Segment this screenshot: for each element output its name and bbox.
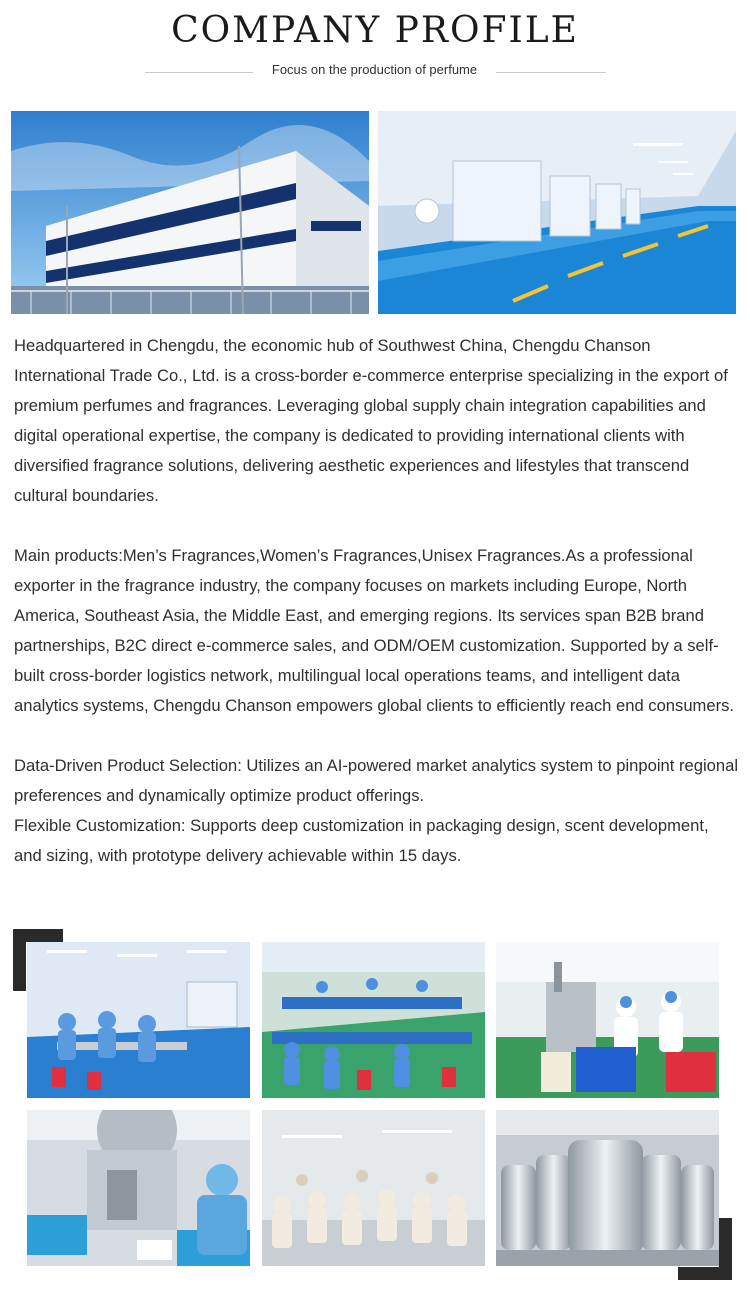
intro-paragraph-3: Data-Driven Product Selection: Utilizes an AI-powered market analytics system to pinpoint regional preferences and dynamically optimize product offerings. xyxy=(14,756,739,805)
corner-accent-bottom-right-v xyxy=(719,1218,732,1280)
steel-tanks-photo xyxy=(496,1110,719,1266)
intro-text xyxy=(14,331,739,871)
capping-machine-photo xyxy=(27,1110,250,1266)
page-subtitle: Focus on the production of perfume xyxy=(271,62,478,77)
intro-paragraph-2: Main products:Men’s Fragrances,Women’s Fragrances,Unisex Fragrances.As a professional exporter in the fragrance industry, the company focuses on markets including Europe, North America, Southeast Asia, the Middle East, and emerging regions. Its services span B2B brand partnerships, B2C direct e-commerce sales, and ODM/OEM customization. Supported by a self-built cross-border logistics network, multilingual local operations teams, and intelligent data analytics systems, Chengdu Chanson empowers global clients to efficiently reach end consumers. xyxy=(14,546,735,715)
cleanroom-workers-photo xyxy=(27,942,250,1098)
cleanroom-corridor-photo xyxy=(378,111,736,314)
filling-machine-photo xyxy=(496,942,719,1098)
page-title: COMPANY PROFILE xyxy=(171,10,579,51)
packaging-workers-photo xyxy=(262,1110,485,1266)
corner-accent-top-left-v xyxy=(13,929,26,991)
subtitle-row xyxy=(0,62,750,82)
assembly-line-photo xyxy=(262,942,485,1098)
intro-paragraph-4: Flexible Customization: Supports deep customization in packaging design, scent development, and sizing, with prototype delivery achievable within 15 days. xyxy=(14,816,709,865)
intro-paragraph-1: Headquartered in Chengdu, the economic hub of Southwest China, Chengdu Chanson International Trade Co., Ltd. is a cross-border e-commerce enterprise specializing in the export of premium perfumes and fragrances. Leveraging global supply chain integration capabilities and digital operational expertise, the company is dedicated to providing international clients with diversified fragrance solutions, delivering aesthetic experiences and lifestyles that transcend cultural boundaries. xyxy=(14,336,728,505)
subtitle-divider-left xyxy=(145,72,253,73)
subtitle-divider-right xyxy=(496,72,606,73)
factory-building-photo xyxy=(11,111,369,314)
